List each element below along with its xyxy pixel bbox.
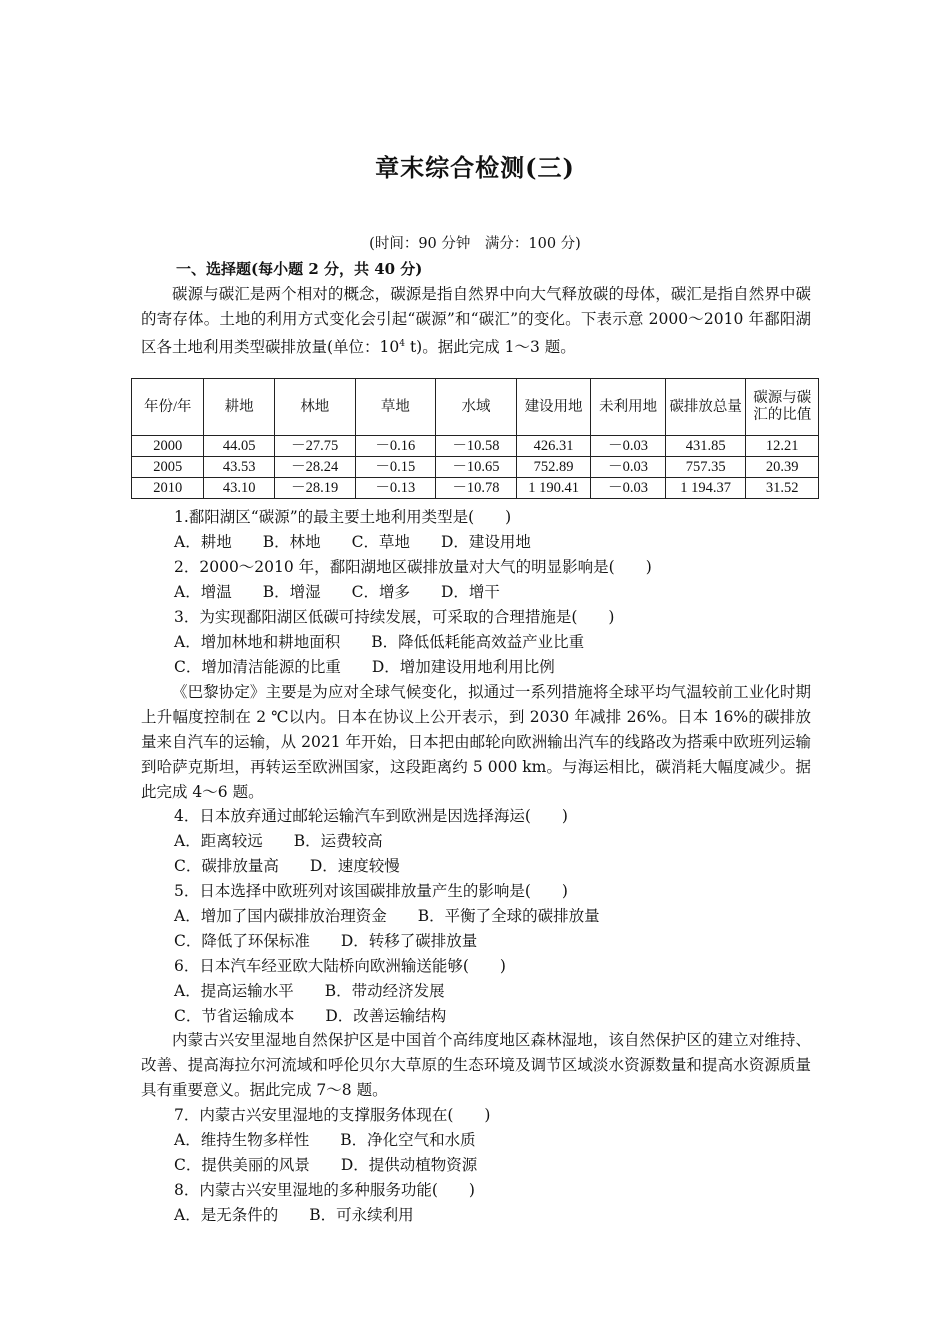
table-cell: －0.16 — [355, 436, 436, 457]
options-5a: A．增加了国内碳排放治理资金 B．平衡了全球的碳排放量 — [174, 907, 600, 925]
question-6: 6．日本汽车经亚欧大陆桥向欧洲输送能够( ) — [174, 957, 506, 975]
table-cell: －0.03 — [591, 478, 666, 499]
passage-1: 碳源与碳汇是两个相对的概念，碳源是指自然界中向大气释放碳的母体，碳汇是指自然界中碳的寄存体。土地的利用方式变化会引起“碳源”和“碳汇”的变化。下表示意 2000～2010 年鄱阳湖区各土地利用类型碳排放量(单位：$10^4$ t)。据此完成 1～3 题。 — [141, 285, 811, 357]
table-cell: －0.03 — [591, 457, 666, 478]
section-heading: 一、选择题(每小题 2 分，共 40 分) — [176, 260, 423, 278]
table-cell: 431.85 — [665, 436, 746, 457]
header-cell: 建设用地 — [516, 379, 591, 436]
table-cell: 1 194.37 — [665, 478, 746, 499]
options-4b: C．碳排放量高 D．速度较慢 — [174, 857, 400, 875]
carbon-emission-table — [131, 378, 819, 499]
table-cell: 12.21 — [746, 436, 819, 457]
table-row — [132, 436, 819, 457]
table-cell: 2005 — [132, 457, 204, 478]
options-2: A．增温 B．增湿 C．增多 D．增干 — [174, 583, 500, 601]
options-7b: C．提供美丽的风景 D．提供动植物资源 — [174, 1156, 478, 1174]
passage-3: 内蒙古兴安里湿地自然保护区是中国首个高纬度地区森林湿地，该自然保护区的建立对维持、改善、提高海拉尔河流域和呼伦贝尔大草原的生态环境及调节区域淡水资源数量和提高水资源质量具有重要意义。据此完成 7～8 题。 — [141, 1031, 811, 1099]
question-1: 1.鄱阳湖区“碳源”的最主要土地利用类型是( ) — [174, 508, 512, 526]
question-4: 4．日本放弃通过邮轮运输汽车到欧洲是因选择海运( ) — [174, 807, 568, 825]
options-8: A．是无条件的 B．可永续利用 — [174, 1206, 414, 1224]
passage-2: 《巴黎协定》主要是为应对全球气候变化，拟通过一系列措施将全球平均气温较前工业化时期上升幅度控制在 2 ℃以内。日本在协议上公开表示，到 2030 年减排 26%。日本 16%的碳排放量来自汽车的运输，从 2021 年开始，日本把由邮轮向欧洲输出汽车的线路改为搭乘中欧班列运输到哈萨克斯坦，再转运至欧洲国家，这段距离约 5 000 km。与海运相比，碳消耗大幅度减少。据此完成 4～6 题。 — [141, 683, 811, 801]
question-5: 5．日本选择中欧班列对该国碳排放量产生的影响是( ) — [174, 882, 568, 900]
table-header-row — [132, 379, 819, 436]
table-cell: 426.31 — [516, 436, 591, 457]
table-cell: －10.78 — [436, 478, 517, 499]
table-cell: －0.13 — [355, 478, 436, 499]
options-3b: C．增加清洁能源的比重 D．增加建设用地利用比例 — [174, 658, 555, 676]
header-cell: 水域 — [436, 379, 517, 436]
table-cell: 752.89 — [516, 457, 591, 478]
table-cell: 43.53 — [204, 457, 274, 478]
header-cell: 耕地 — [204, 379, 274, 436]
table-row — [132, 478, 819, 499]
table-cell: －10.58 — [436, 436, 517, 457]
table-cell: 43.10 — [204, 478, 274, 499]
options-4a: A．距离较远 B．运费较高 — [174, 832, 383, 850]
table-cell: 2000 — [132, 436, 204, 457]
table-cell: 31.52 — [746, 478, 819, 499]
question-8: 8．内蒙古兴安里湿地的多种服务功能( ) — [174, 1181, 475, 1199]
question-7: 7．内蒙古兴安里湿地的支撑服务体现在( ) — [174, 1106, 491, 1124]
question-2: 2．2000～2010 年，鄱阳湖地区碳排放量对大气的明显影响是( ) — [174, 558, 652, 576]
header-cell: 未利用地 — [591, 379, 666, 436]
table-cell: －28.19 — [274, 478, 355, 499]
table-cell: －0.03 — [591, 436, 666, 457]
header-cell: 年份/年 — [132, 379, 204, 436]
table-cell: 757.35 — [665, 457, 746, 478]
unit-exponent: 4 — [399, 339, 406, 349]
header-cell: 草地 — [355, 379, 436, 436]
page-title: 章末综合检测(三) — [375, 153, 575, 182]
options-6a: A．提高运输水平 B．带动经济发展 — [174, 982, 445, 1000]
question-3: 3．为实现鄱阳湖区低碳可持续发展，可采取的合理措施是( ) — [174, 608, 615, 626]
table-cell: －27.75 — [274, 436, 355, 457]
header-cell: 林地 — [274, 379, 355, 436]
table-cell: 20.39 — [746, 457, 819, 478]
options-6b: C．节省运输成本 D．改善运输结构 — [174, 1007, 447, 1025]
options-3a: A．增加林地和耕地面积 B．降低低耗能高效益产业比重 — [174, 633, 585, 651]
table-cell: －28.24 — [274, 457, 355, 478]
table-cell: －0.15 — [355, 457, 436, 478]
options-1: A．耕地 B．林地 C．草地 D．建设用地 — [174, 533, 531, 551]
table-cell: 2010 — [132, 478, 204, 499]
exam-meta: (时间：90 分钟 满分：100 分) — [369, 236, 581, 252]
table-cell: 44.05 — [204, 436, 274, 457]
table-cell: －10.65 — [436, 457, 517, 478]
options-5b: C．降低了环保标准 D．转移了碳排放量 — [174, 932, 478, 950]
table-row — [132, 457, 819, 478]
options-7a: A．维持生物多样性 B．净化空气和水质 — [174, 1131, 476, 1149]
header-cell: 碳源与碳汇的比值 — [746, 379, 819, 436]
table-cell: 1 190.41 — [516, 478, 591, 499]
header-cell: 碳排放总量 — [665, 379, 746, 436]
